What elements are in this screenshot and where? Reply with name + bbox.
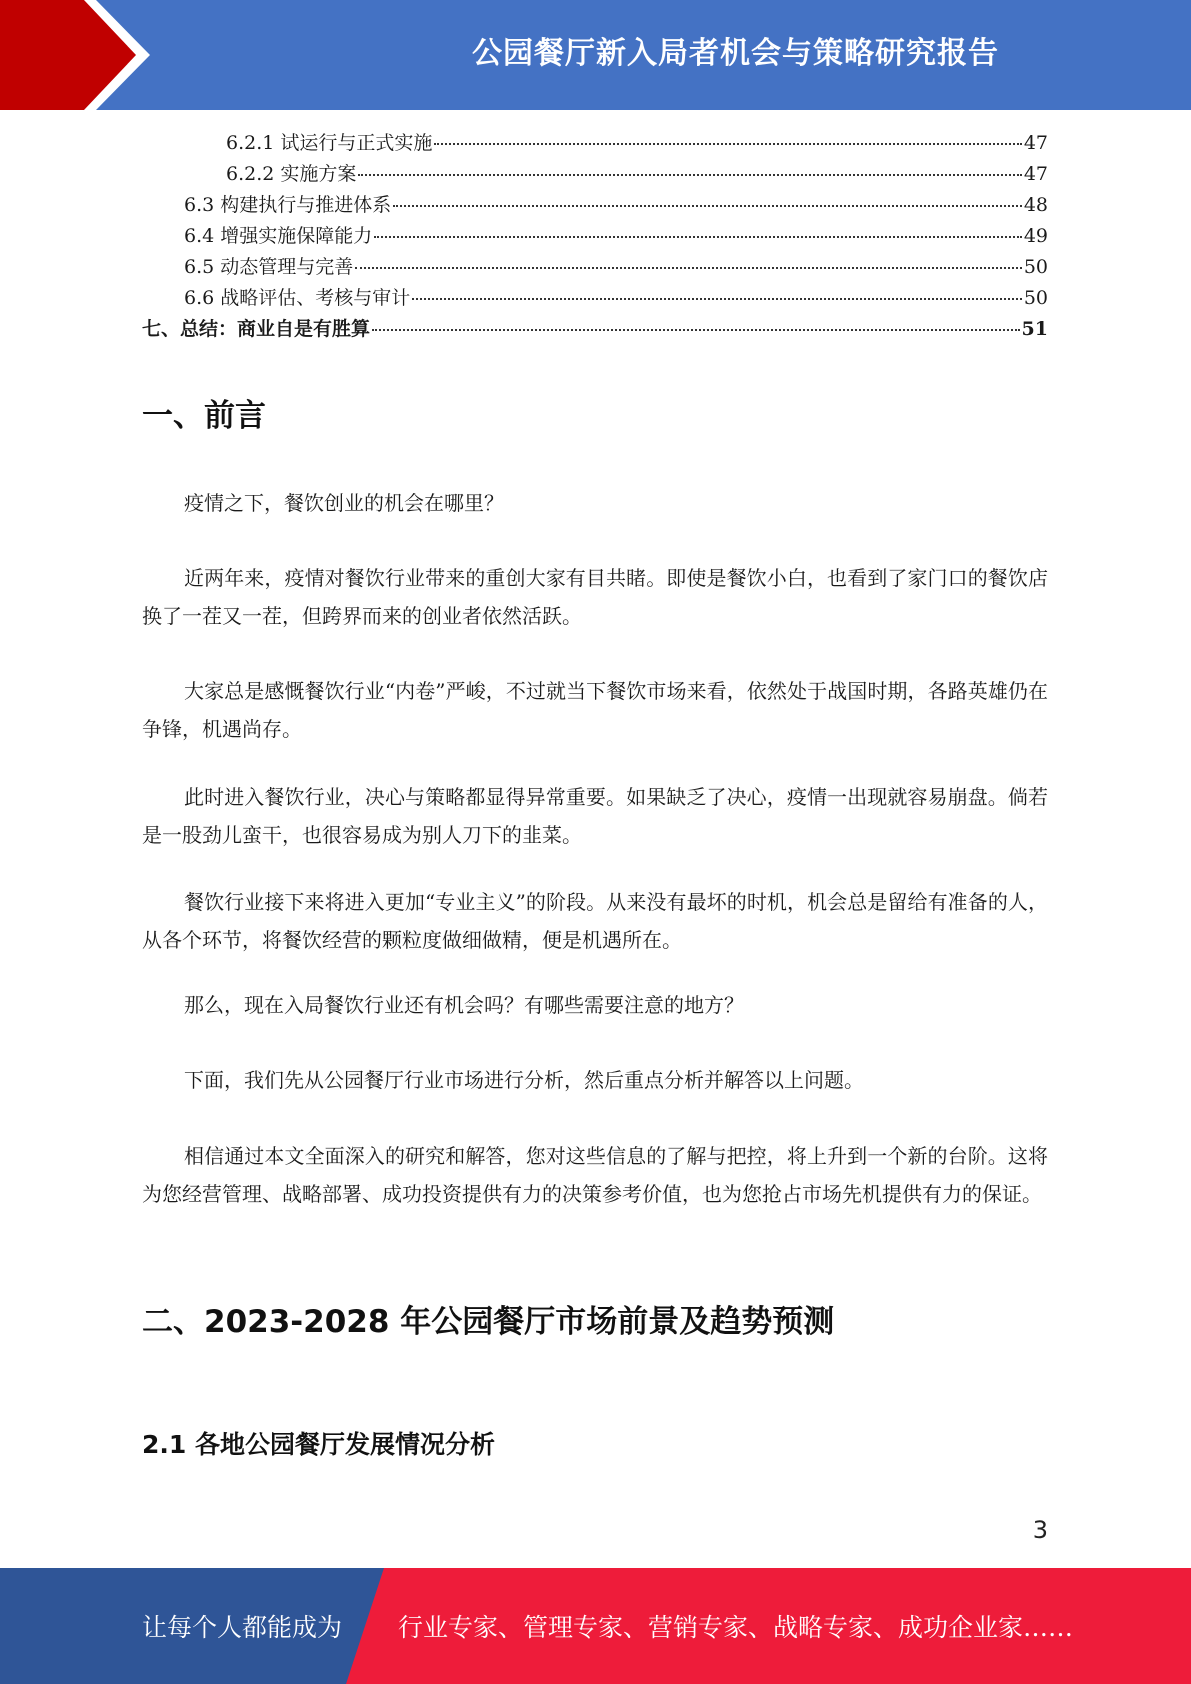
- header-arrow: [0, 0, 136, 110]
- toc-dot-leader: [412, 298, 1022, 300]
- toc-entry-label: 6.3 构建执行与推进体系: [184, 194, 392, 216]
- document-title: 公园餐厅新入局者机会与策略研究报告: [472, 36, 999, 71]
- toc-dot-leader: [355, 267, 1022, 269]
- toc-dot-leader: [374, 236, 1022, 238]
- toc-entry-page: 47: [1023, 163, 1048, 185]
- toc-entry[interactable]: [142, 314, 1048, 345]
- toc-entry-label: 6.5 动态管理与完善: [184, 256, 354, 278]
- table-of-contents: [142, 128, 1048, 345]
- toc-entry[interactable]: [142, 221, 1048, 252]
- toc-dot-leader: [434, 143, 1021, 145]
- toc-entry[interactable]: [142, 128, 1048, 159]
- page-header: [0, 0, 1191, 110]
- toc-entry-label: 6.6 战略评估、考核与审计: [184, 287, 411, 309]
- toc-entry-label: 七、总结：商业自是有胜算: [142, 318, 371, 340]
- footer-slogan-left: 让每个人都能成为: [142, 1613, 343, 1642]
- subsection-heading: 2.1 各地公园餐厅发展情况分析: [142, 1430, 495, 1459]
- section-heading-market-outlook: 二、2023-2028 年公园餐厅市场前景及趋势预测: [142, 1304, 835, 1340]
- paragraph: 下面，我们先从公园餐厅行业市场进行分析，然后重点分析并解答以上问题。: [184, 1068, 864, 1092]
- paragraph: 此时进入餐饮行业，决心与策略都显得异常重要。如果缺乏了决心，疫情一出现就容易崩盘。倘若是一股劲儿蛮干，也很容易成为别人刀下的韭菜。: [142, 785, 1048, 847]
- footer-slogan-right: 行业专家、管理专家、营销专家、战略专家、成功企业家……: [398, 1613, 1074, 1642]
- toc-entry-page: 51: [1021, 318, 1048, 340]
- page-footer: [0, 1568, 1191, 1684]
- toc-entry-page: 50: [1023, 287, 1048, 309]
- toc-entry-label: 6.4 增强实施保障能力: [184, 225, 373, 247]
- toc-dot-leader: [393, 205, 1022, 207]
- paragraph: 近两年来，疫情对餐饮行业带来的重创大家有目共睹。即使是餐饮小白，也看到了家门口的餐饮店换了一茬又一茬，但跨界而来的创业者依然活跃。: [142, 566, 1048, 628]
- paragraph: 餐饮行业接下来将进入更加“专业主义”的阶段。从来没有最坏的时机，机会总是留给有准备的人，从各个环节，将餐饮经营的颗粒度做细做精，便是机遇所在。: [142, 890, 1048, 952]
- toc-entry-page: 47: [1023, 132, 1048, 154]
- toc-entry[interactable]: [142, 252, 1048, 283]
- page-number: 3: [1032, 1516, 1048, 1544]
- toc-entry-page: 49: [1023, 225, 1048, 247]
- toc-entry-label: 6.2.2 实施方案: [226, 163, 357, 185]
- toc-dot-leader: [372, 329, 1020, 331]
- toc-entry-page: 50: [1023, 256, 1048, 278]
- toc-entry-page: 48: [1023, 194, 1048, 216]
- paragraph: 大家总是感慨餐饮行业“内卷”严峻，不过就当下餐饮市场来看，依然处于战国时期，各路英雄仍在争锋，机遇尚存。: [142, 679, 1048, 741]
- paragraph: 相信通过本文全面深入的研究和解答，您对这些信息的了解与把控，将上升到一个新的台阶。这将为您经营管理、战略部署、成功投资提供有力的决策参考价值，也为您抢占市场先机提供有力的保证。: [142, 1144, 1048, 1206]
- paragraph: 疫情之下，餐饮创业的机会在哪里？: [184, 491, 504, 515]
- section-heading-preface: 一、前言: [142, 398, 266, 434]
- toc-entry[interactable]: [142, 159, 1048, 190]
- toc-dot-leader: [358, 174, 1021, 176]
- toc-entry[interactable]: [142, 190, 1048, 221]
- toc-entry[interactable]: [142, 283, 1048, 314]
- paragraph: 那么，现在入局餐饮行业还有机会吗？有哪些需要注意的地方？: [184, 993, 744, 1017]
- toc-entry-label: 6.2.1 试运行与正式实施: [226, 132, 433, 154]
